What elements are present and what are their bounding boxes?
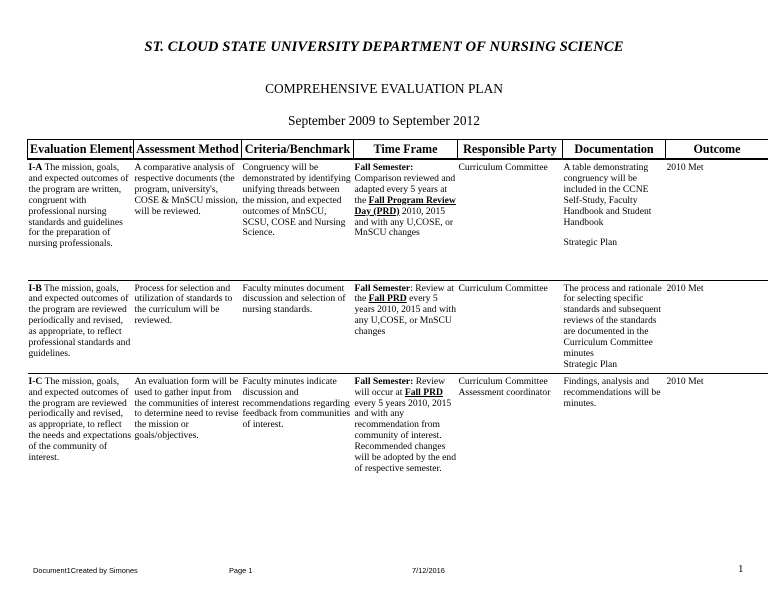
- header-evaluation-element: Evaluation Element: [28, 140, 134, 160]
- plan-subtitle: COMPREHENSIVE EVALUATION PLAN: [265, 81, 503, 96]
- documentation-cell: [563, 159, 666, 280]
- table-header-row: [28, 140, 768, 160]
- page-number: 1: [738, 563, 744, 575]
- time-frame-text: Comparison reviewed and adapted every 5 years at the: [354, 172, 456, 206]
- time-frame-text-2: every 5 years 2010, 2015 and with any recommendation from community of interest. Recommended changes will be adopted by the end of respective semester.: [354, 397, 457, 474]
- header-criteria-benchmark: Criteria/Benchmark: [242, 140, 354, 160]
- footer-document-info: Document1Created by Simones: [33, 566, 138, 575]
- header-time-frame: Time Frame: [354, 140, 458, 160]
- time-frame-text-2: every 5 years 2010, 2015 and with any U,COSE, or MnSCU changes: [354, 293, 457, 338]
- page-title: ST. CLOUD STATE UNIVERSITY DEPARTMENT OF NURSING SCIENCE: [144, 39, 624, 55]
- documentation-text: A table demonstrating congruency will be included in the CCNE Self-Study, Faculty Handbook and Student Handbook: [563, 162, 652, 228]
- documentation-cell: [563, 373, 666, 551]
- documentation-extra: Strategic Plan: [563, 237, 618, 249]
- responsible-party-cell: Curriculum Committee Assessment coordinator: [458, 373, 563, 551]
- element-code: I-C: [28, 375, 43, 387]
- assessment-method-cell: Process for selection and utilization of standards to the curriculum will be reviewed.: [134, 280, 242, 373]
- element-code: I-A: [28, 162, 43, 173]
- table-row: [28, 373, 768, 551]
- criteria-cell: Faculty minutes document discussion and selection of nursing standards.: [242, 280, 354, 373]
- assessment-method-cell: An evaluation form will be used to gather input from the communities of interest to determine need to revise the mission or goals/objectives.: [134, 373, 242, 551]
- evaluation-element-cell: [28, 159, 134, 280]
- responsible-party-cell: Curriculum Committee: [458, 159, 563, 280]
- responsible-party-cell: Curriculum Committee: [458, 280, 563, 373]
- header-outcome: Outcome: [666, 140, 768, 160]
- element-description: The mission, goals, and expected outcomes of the program are written, congruent with professional nursing standards and guidelines for the preparation of nursing professionals.: [28, 162, 129, 250]
- time-frame-cell: [354, 159, 458, 280]
- assessment-method-cell: A comparative analysis of respective documents (the program, university's, COSE & MnSCU mission, will be reviewed.: [134, 159, 242, 280]
- time-frame-cell: [354, 373, 458, 551]
- time-frame-semester: Fall Semester: [354, 282, 411, 294]
- element-description: The mission, goals, and expected outcomes of the program are reviewed periodically and revised, as appropriate, to reflect professional standards and guidelines.: [28, 282, 131, 359]
- time-frame-review-day: Fall Program Review Day (PRD): [354, 194, 456, 217]
- evaluation-element-cell: [28, 373, 134, 551]
- time-frame-text-2: 2010, 2015 and with any U,COSE, or MnSCU changes: [354, 205, 454, 239]
- footer-page-label: Page 1: [229, 566, 253, 575]
- outcome-cell: 2010 Met: [666, 159, 768, 280]
- time-frame-review-day: Fall PRD: [404, 386, 443, 398]
- table-row: [28, 159, 768, 280]
- time-frame-text: Review will occur at: [354, 375, 446, 398]
- documentation-extra: Strategic Plan: [563, 358, 618, 370]
- time-frame-semester: Fall Semester:: [354, 162, 414, 173]
- plan-period: September 2009 to September 2012: [288, 113, 480, 128]
- header-assessment-method: Assessment Method: [134, 140, 242, 160]
- time-frame-review-day: Fall PRD: [368, 293, 407, 305]
- documentation-cell: [563, 280, 666, 373]
- time-frame-text: : Review at the: [354, 282, 454, 305]
- documentation-text: The process and rationale for selecting specific standards and subsequent reviews of the standards are documented in the Curriculum Committee minutes: [563, 282, 662, 359]
- element-description: The mission, goals, and expected outcomes of the program are reviewed periodically and revised, as appropriate, to reflect the needs and expectations of the community of interest.: [28, 375, 132, 464]
- footer-date: 7/12/2016: [412, 566, 445, 575]
- table-row: [28, 280, 768, 373]
- evaluation-element-cell: [28, 280, 134, 373]
- header-documentation: Documentation: [563, 140, 666, 160]
- element-code: I-B: [28, 282, 42, 294]
- evaluation-plan-table: [27, 139, 768, 551]
- documentation-text: Findings, analysis and recommendations will be minutes.: [563, 375, 661, 409]
- outcome-cell: 2010 Met: [666, 280, 768, 373]
- outcome-cell: 2010 Met: [666, 373, 768, 551]
- criteria-cell: Congruency will be demonstrated by identifying unifying threads between the mission, and expected outcomes of MnSCU, SCSU, COSE and Nursing Science.: [242, 159, 354, 280]
- time-frame-semester: Fall Semester:: [354, 375, 414, 387]
- criteria-cell: Faculty minutes indicate discussion and recommendations regarding feedback from communities of interest.: [242, 373, 354, 551]
- header-responsible-party: Responsible Party: [458, 140, 563, 160]
- time-frame-cell: [354, 280, 458, 373]
